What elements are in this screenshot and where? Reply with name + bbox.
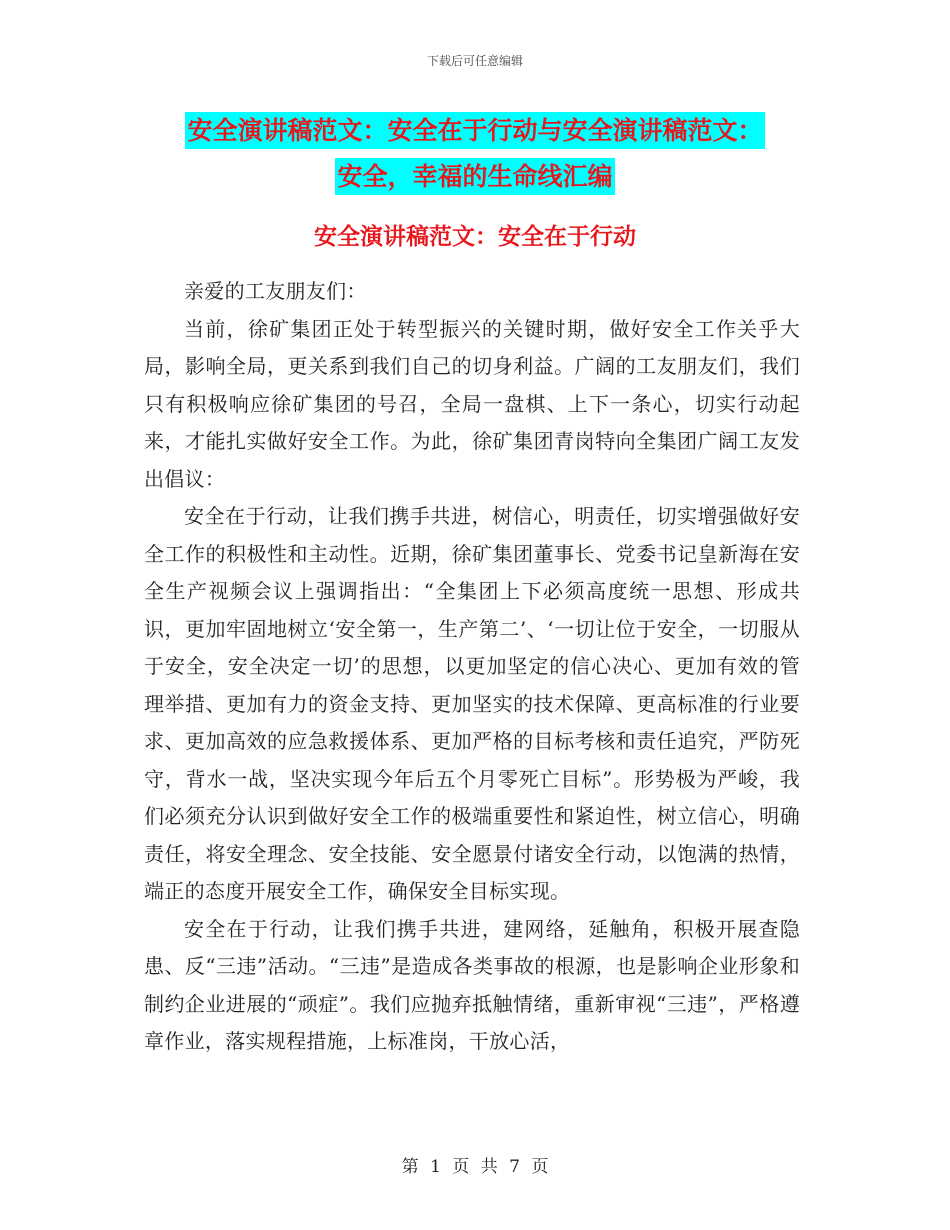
- body-paragraph: 安全在于行动，让我们携手共进，树信心，明责任，切实增强做好安全工作的积极性和主动性。近期，徐矿集团董事长、党委书记皇新海在安全生产视频会议上强调指出：“全集团上下必须高度统一思想、形成共识，更加牢固地树立‘安全第一，生产第二’、‘一切让位于安全，一切服从于安全，安全决定一切’的思想，以更加坚定的信心决心、更加有效的管理举措、更加有力的资金支持、更加坚实的技术保障、更高标准的行业要求、更加高效的应急救援体系、更加严格的目标考核和责任追究，严防死守，背水一战，坚决实现今年后五个月零死亡目标”。形势极为严峻，我们必须充分认识到做好安全工作的极端重要性和紧迫性，树立信心，明确责任，将安全理念、安全技能、安全愿景付诸安全行动，以饱满的热情，端正的态度开展安全工作，确保安全目标实现。: [144, 504, 800, 903]
- document-title-line-2: 安全，幸福的生命线汇编: [335, 158, 614, 195]
- section-heading: 安全演讲稿范文：安全在于行动: [314, 224, 636, 250]
- body-paragraph: 安全在于行动，让我们携手共进，建网络，延触角，积极开展查隐患、反“三违”活动。“三违”是造成各类事故的根源，也是影响企业形象和制约企业进展的“顽症”。我们应抛弃抵触情绪，重新审视“三违”，严格遵章作业，落实规程措施，上标准岗，干放心活，: [144, 916, 800, 1053]
- body-paragraph: 当前，徐矿集团正处于转型振兴的关键时期，做好安全工作关乎大局，影响全局，更关系到我们自己的切身利益。广阔的工友朋友们，我们只有积极响应徐矿集团的号召，全局一盘棋、上下一条心，切实行动起来，才能扎实做好安全工作。为此，徐矿集团青岗特向全集团广阔工友发出倡议：: [144, 316, 800, 491]
- page-number-footer: 第 1 页 共 7 页: [401, 1157, 549, 1177]
- document-title: [0, 112, 950, 204]
- page-header-note: 下载后可任意编辑: [426, 54, 523, 68]
- document-title-line-1: 安全演讲稿范文：安全在于行动与安全演讲稿范文：: [185, 112, 764, 149]
- salutation-paragraph: 亲爱的工友朋友们：: [184, 279, 367, 303]
- document-body: [144, 273, 800, 1061]
